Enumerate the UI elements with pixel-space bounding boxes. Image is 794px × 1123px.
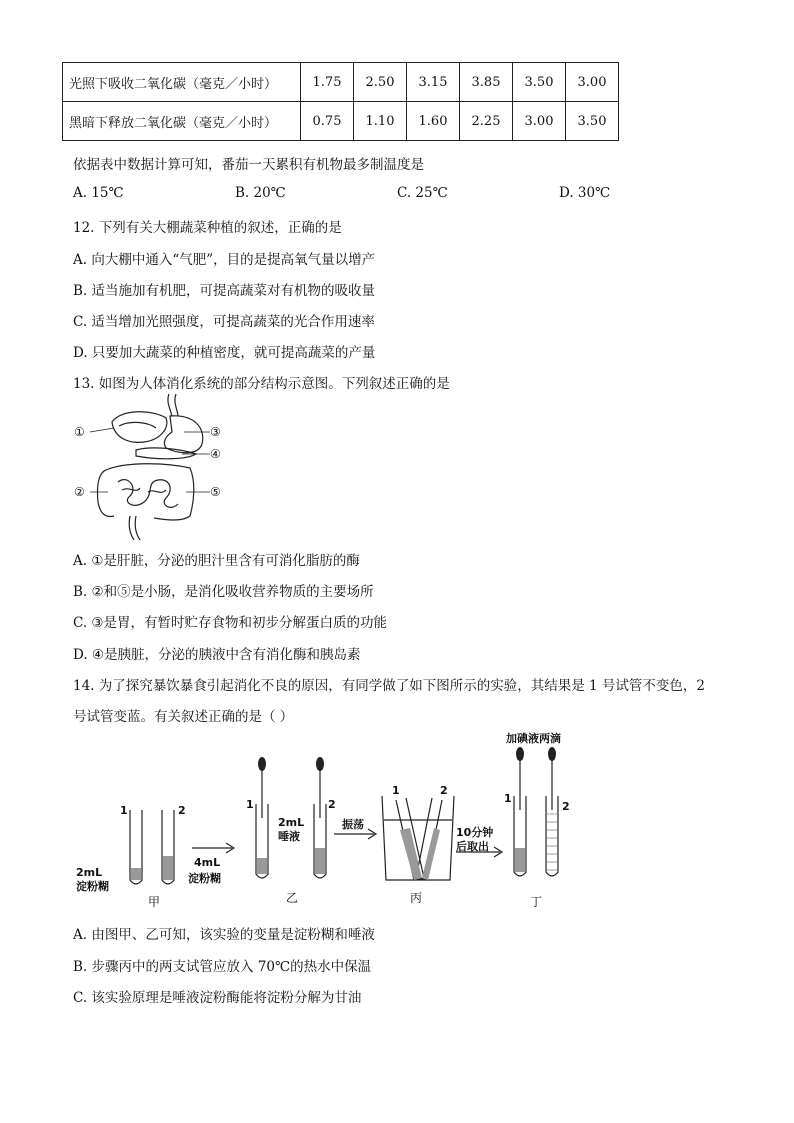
bing-tube1-number: 1 — [392, 784, 400, 797]
q14-option-c: C. 该实验原理是唾液淀粉酶能将淀粉分解为甘油 — [73, 990, 362, 1006]
step-ding: 丁 — [530, 895, 543, 909]
label-takeout: 后取出 — [456, 840, 489, 853]
q12-option-b: B. 适当施加有机肥，可提高蔬菜对有机物的吸收量 — [73, 283, 376, 299]
liver-shape — [112, 412, 167, 443]
q11-option-c: C. 25℃ — [397, 185, 448, 201]
jia-label-2ml: 2mL — [76, 866, 103, 879]
q13-option-c: C. ③是胃，有暂时贮存食物和初步分解蛋白质的功能 — [73, 615, 388, 631]
ding-tube1-number: 1 — [504, 792, 512, 805]
label-3: ③ — [210, 425, 221, 439]
jia-label-paste: 淀粉糊 — [76, 880, 109, 893]
table-cell: 2.25 — [460, 102, 513, 141]
yi-tube2-number: 2 — [328, 798, 336, 811]
yi-tube1-number: 1 — [246, 798, 254, 811]
label-10min: 10分钟 — [456, 826, 494, 839]
table-cell: 0.75 — [301, 102, 354, 141]
q11-options — [73, 185, 721, 201]
table-cell: 3.00 — [566, 63, 619, 102]
q11-option-d: D. 30℃ — [559, 185, 611, 201]
ding-tube2-number: 2 — [562, 800, 570, 813]
jia-label-4ml: 4mL — [194, 856, 221, 869]
q13-option-a: A. ①是肝脏，分泌的胆汁里含有可消化脂肪的酶 — [73, 553, 360, 569]
q12-option-d: D. 只要加大蔬菜的种植密度，就可提高蔬菜的产量 — [73, 345, 376, 361]
label-shake: 振荡 — [342, 818, 364, 831]
jia-tube1-number: 1 — [120, 804, 128, 817]
q12-option-c: C. 适当增加光照强度，可提高蔬菜的光合作用速率 — [73, 314, 375, 330]
label-iodine: 加碘液两滴 — [506, 732, 561, 745]
step-jia: 甲 — [148, 895, 161, 909]
q13-option-b: B. ②和⑤是小肠，是消化吸收营养物质的主要场所 — [73, 584, 374, 600]
table-row — [63, 102, 619, 141]
table-cell: 2.50 — [354, 63, 407, 102]
table-cell: 3.15 — [407, 63, 460, 102]
q14-stem-line2: 号试管变蓝。有关叙述正确的是（ ） — [73, 709, 294, 725]
pancreas-shape — [136, 448, 196, 459]
table-cell: 3.85 — [460, 63, 513, 102]
experiment-figure — [70, 730, 610, 910]
data-table — [62, 62, 619, 141]
q11-stem: 依据表中数据计算可知，番茄一天累积有机物最多制温度是 — [73, 157, 424, 173]
jia-label-paste2: 淀粉糊 — [188, 872, 221, 885]
q11-option-a: A. 15℃ — [73, 185, 124, 201]
table-cell: 3.50 — [513, 63, 566, 102]
step-yi: 乙 — [286, 891, 299, 905]
label-2: ② — [74, 485, 85, 499]
stomach-shape — [164, 416, 202, 453]
table-cell: 1.75 — [301, 63, 354, 102]
row-label: 光照下吸收二氧化碳（毫克／小时） — [63, 63, 301, 102]
q13-option-d: D. ④是胰脏，分泌的胰液中含有消化酶和胰岛素 — [73, 647, 361, 663]
table-cell: 3.50 — [566, 102, 619, 141]
label-5: ⑤ — [210, 485, 221, 499]
table-cell: 1.60 — [407, 102, 460, 141]
row-label: 黑暗下释放二氧化碳（毫克／小时） — [63, 102, 301, 141]
table-cell: 1.10 — [354, 102, 407, 141]
label-4: ④ — [210, 447, 221, 461]
q14-stem-line1: 14. 为了探究暴饮暴食引起消化不良的原因，有同学做了如下图所示的实验，其结果是 1 号试管不变色，2 — [73, 678, 706, 694]
label-1: ① — [74, 425, 85, 439]
q12-option-a: A. 向大棚中通入“气肥”，目的是提高氧气量以增产 — [73, 252, 376, 268]
table-cell: 3.00 — [513, 102, 566, 141]
q14-option-a: A. 由图甲、乙可知，该实验的变量是淀粉糊和唾液 — [73, 927, 375, 943]
table-row — [63, 63, 619, 102]
q13-stem: 13. 如图为人体消化系统的部分结构示意图。下列叙述正确的是 — [73, 376, 450, 392]
q14-option-b: B. 步骤丙中的两支试管应放入 70℃的热水中保温 — [73, 959, 372, 975]
q11-option-b: B. 20℃ — [235, 185, 286, 201]
jia-tube2-number: 2 — [178, 804, 186, 817]
esophagus-shape — [168, 394, 172, 416]
digestive-system-figure — [74, 392, 224, 542]
small-intestine-shape — [118, 480, 178, 508]
yi-label-saliva: 唾液 — [278, 830, 300, 843]
large-intestine-shape — [97, 464, 193, 520]
bing-tube2-number: 2 — [440, 784, 448, 797]
step-bing: 丙 — [410, 891, 423, 905]
yi-label-2ml: 2mL — [278, 816, 305, 829]
q12-stem: 12. 下列有关大棚蔬菜种植的叙述，正确的是 — [73, 220, 342, 236]
